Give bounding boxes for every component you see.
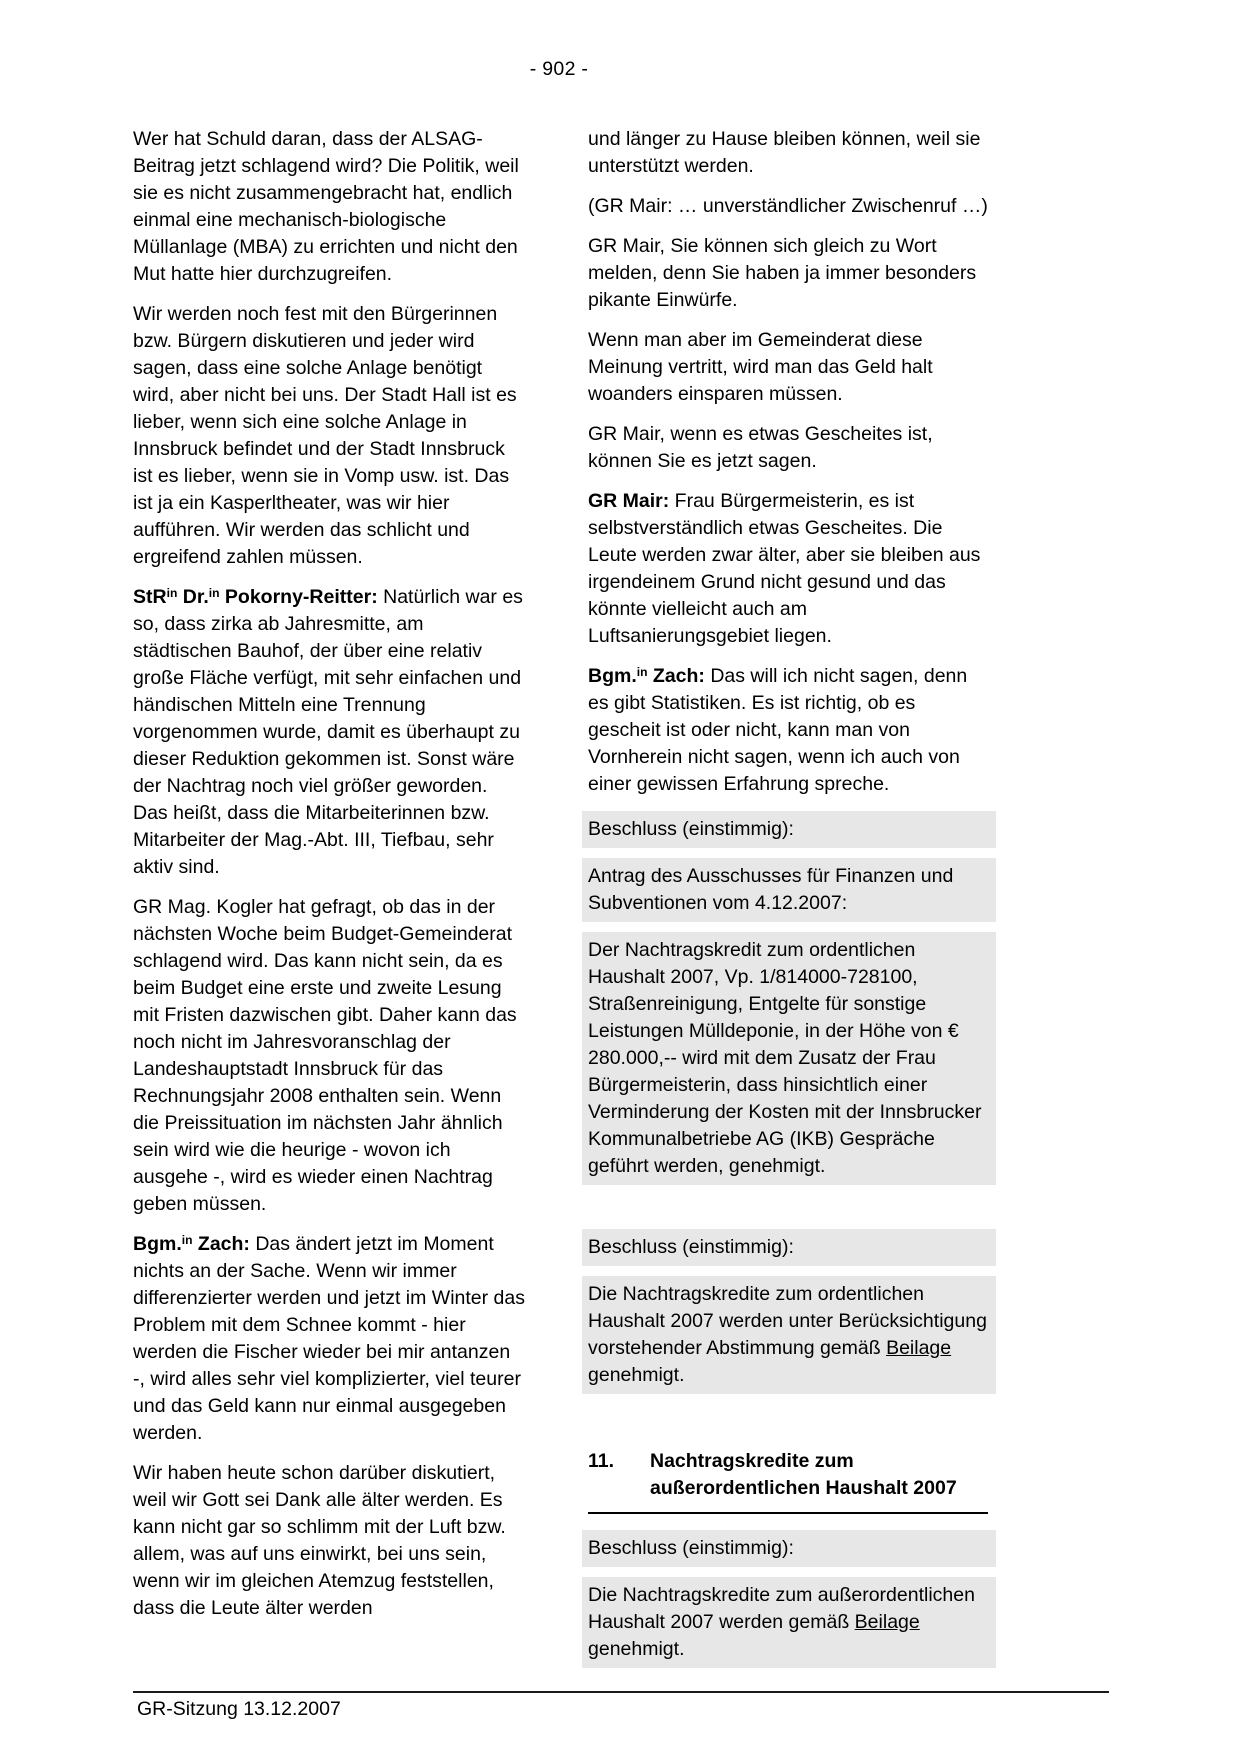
paragraph [133, 1231, 527, 1447]
resolution-block [582, 1577, 996, 1668]
speaker-name: in [208, 585, 220, 600]
text-column-left [133, 126, 527, 1635]
speaker-name: Zach: [192, 1233, 250, 1255]
text-segment: Die Nachtragskredite zum ordentlichen Haushalt 2007 werden unter Berücksichtigung vorstehender Abstimmung gemäß [588, 1283, 987, 1359]
text-segment: Beschluss (einstimmig): [588, 1236, 794, 1258]
resolution-block [582, 858, 996, 922]
text-segment: Das ändert jetzt im Moment nichts an der Sache. Wenn wir immer differenzierter werden und jetzt im Winter das Problem mit dem Schnee kommt - hier werden die Fischer wieder bei mir antanzen -, wird alles sehr viel komplizierter, viel teurer und das Geld kann nur einmal ausgegeben werden. [133, 1233, 525, 1444]
paragraph [588, 421, 988, 475]
paragraph [588, 327, 988, 408]
text-segment: Wer hat Schuld daran, dass der ALSAG-Beitrag jetzt schlagend wird? Die Politik, weil sie es nicht zusammengebracht hat, endlich einmal eine mechanisch-biologische Müllanlage (MBA) zu errichten und nicht den Mut hatte hier durchzugreifen. [133, 128, 519, 285]
text-segment: Wenn man aber im Gemeinderat diese Meinung vertritt, wird man das Geld halt woanders einsparen müssen. [588, 329, 933, 405]
resolution-block [582, 1530, 996, 1567]
underlined-reference: Beilage [854, 1611, 920, 1633]
paragraph [133, 301, 527, 571]
text-segment: Beschluss (einstimmig): [588, 818, 794, 840]
text-segment: Das will ich nicht sagen, denn es gibt Statistiken. Es ist richtig, ob es gescheit ist oder nicht, kann man von Vornherein nicht sagen, wenn ich auch von einer gewissen Erfahrung spreche. [588, 665, 968, 795]
paragraph [588, 488, 988, 650]
speaker-name: in [166, 585, 178, 600]
text-segment: Antrag des Ausschusses für Finanzen und Subventionen vom 4.12.2007: [588, 865, 954, 914]
text-segment: GR Mair, wenn es etwas Gescheites ist, können Sie es jetzt sagen. [588, 423, 933, 472]
text-segment: Wir werden noch fest mit den Bürgerinnen bzw. Bürgern diskutieren und jeder wird sagen, dass eine solche Anlage benötigt wird, aber nicht bei uns. Der Stadt Hall ist es lieber, wenn sich eine solche Anlage in Innsbruck befindet und der Stadt Innsbruck ist es lieber, wenn sie in Vomp usw. ist. Das ist ja ein Kasperltheater, was wir hier aufführen. Wir werden das schlicht und ergreifend zahlen müssen. [133, 303, 517, 568]
resolution-block [582, 932, 996, 1185]
resolution-block [582, 1229, 996, 1266]
resolution-block [582, 811, 996, 848]
page-footer [133, 1691, 1109, 1721]
section-heading [588, 1448, 988, 1514]
speaker-name: in [181, 1232, 193, 1247]
text-segment: Der Nachtragskredit zum ordentlichen Haushalt 2007, Vp. 1/814000-728100, Straßenreinigung, Entgelte für sonstige Leistungen Mülldeponie, in der Höhe von € 280.000,-- wird mit dem Zusatz der Frau Bürgermeisterin, dass hinsichtlich einer Verminderung der Kosten mit der Innsbrucker Kommunalbetriebe AG (IKB) Gespräche geführt werden, genehmigt. [588, 939, 982, 1177]
text-segment: und länger zu Hause bleiben können, weil sie unterstützt werden. [588, 128, 981, 177]
text-segment: genehmigt. [588, 1638, 685, 1660]
text-segment: Frau Bürgermeisterin, es ist selbstverständlich etwas Gescheites. Die Leute werden zwar älter, aber sie bleiben aus irgendeinem Grund nicht gesund und das könnte vielleicht auch am Luftsanierungsgebiet liegen. [588, 490, 981, 647]
text-segment: Natürlich war es so, dass zirka ab Jahresmitte, am städtischen Bauhof, der über eine relativ große Fläche verfügt, mit sehr einfachen und händischen Mitteln eine Trennung vorgenommen wurde, damit es überhaupt zu dieser Reduktion gekommen ist. Sonst wäre der Nachtrag noch viel größer geworden. Das heißt, dass die Mitarbeiterinnen bzw. Mitarbeiter der Mag.-Abt. III, Tiefbau, sehr aktiv sind. [133, 586, 523, 878]
speaker-name: in [636, 664, 648, 679]
speaker-name: Zach: [647, 665, 705, 687]
text-column-right [588, 126, 988, 1678]
paragraph [133, 1460, 527, 1622]
resolution-block [582, 1276, 996, 1394]
speaker-name: Bgm. [133, 1233, 182, 1255]
text-segment: Beschluss (einstimmig): [588, 1537, 794, 1559]
paragraph [588, 126, 988, 180]
heading-text: Nachtragskredite zum außerordentlichen Haushalt 2007 [650, 1450, 957, 1499]
heading-number: 11. [588, 1450, 615, 1472]
speaker-name: Dr. [177, 586, 209, 608]
speaker-name: StR [133, 586, 167, 608]
paragraph [133, 584, 527, 881]
paragraph [588, 193, 988, 220]
underlined-reference: Beilage [886, 1337, 952, 1359]
paragraph [133, 126, 527, 288]
paragraph [588, 663, 988, 798]
paragraph [588, 233, 988, 314]
paragraph [133, 894, 527, 1218]
text-segment: GR Mair, Sie können sich gleich zu Wort melden, denn Sie haben ja immer besonders pikante Einwürfe. [588, 235, 977, 311]
text-segment: GR Mag. Kogler hat gefragt, ob das in der nächsten Woche beim Budget-Gemeinderat schlagend wird. Das kann nicht sein, da es beim Budget eine erste und zweite Lesung mit Fristen dazwischen gibt. Daher kann das noch nicht im Jahresvoranschlag der Landeshauptstadt Innsbruck für das Rechnungsjahr 2008 enthalten sein. Wenn die Preissituation im nächsten Jahr ähnlich sein wird wie die heurige - wovon ich ausgehe -, wird es wieder einen Nachtrag geben müssen. [133, 896, 517, 1215]
text-segment: Die Nachtragskredite zum außerordentlichen Haushalt 2007 werden gemäß [588, 1584, 975, 1633]
text-segment: Wir haben heute schon darüber diskutiert, weil wir Gott sei Dank alle älter werden. Es kann nicht gar so schlimm mit der Luft bzw. allem, was auf uns einwirkt, bei uns sein, wenn wir im gleichen Atemzug feststellen, dass die Leute älter werden [133, 1462, 506, 1619]
speaker-name: Pokorny-Reitter: [219, 586, 378, 608]
text-segment: genehmigt. [588, 1364, 685, 1386]
speaker-name: GR Mair: [588, 490, 670, 512]
speaker-name: Bgm. [588, 665, 637, 687]
text-segment: (GR Mair: … unverständlicher Zwischenruf …) [588, 195, 988, 217]
page-number: - 902 - [529, 58, 589, 80]
footer-text: GR-Sitzung 13.12.2007 [137, 1698, 341, 1720]
